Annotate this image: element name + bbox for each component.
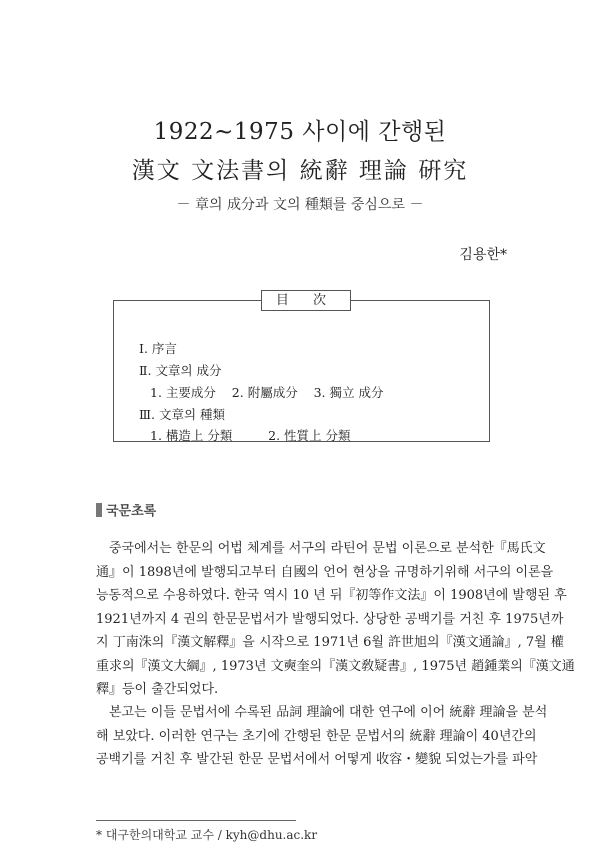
heading-bar <box>96 503 102 517</box>
abstract-heading-text: 국문초록 <box>106 504 157 519</box>
subtitle: － 章의 成分과 文의 種類를 중심으로 － <box>176 197 424 213</box>
toc-item: Ⅲ. 文章의 種類 <box>139 407 226 422</box>
text-line: 해 보았다. 이러한 연구는 초기에 간행된 한문 문법서의 統辭 理論이 40년간의 <box>96 728 537 744</box>
toc-item: Ⅱ. 文章의 成分 <box>139 363 222 378</box>
abstract-paragraph-2 <box>96 701 548 772</box>
text-line: 중국에서는 한문의 어법 체계를 서구의 라틴어 문법 이론으로 분석한『馬氏文 <box>109 541 546 556</box>
text-line: 1921년까지 4 권의 한문문법서가 발행되었다. 상당한 공백기를 거친 후 1975년까 <box>96 611 564 627</box>
text-line: 지 丁南洙의『漢文解釋』을 시작으로 1971년 6월 許世旭의『漢文通論』, 7월 權 <box>96 635 564 650</box>
author: 김용한* <box>459 247 507 263</box>
abstract-paragraph-1 <box>96 537 575 702</box>
text-line: 능동적으로 수용하였다. 한국 역시 10 년 뒤『初等作文法』이 1908년에 발행된 후 <box>96 588 567 603</box>
footnote: * 대구한의대학교 교수 / kyh@dhu.ac.kr <box>96 828 318 842</box>
toc-item: Ⅰ. 序言 <box>139 341 177 356</box>
text-line: 釋』등이 출간되었다. <box>96 682 219 697</box>
text-line: 공백기를 거친 후 발간된 한문 문법서에서 어떻게 收容・變貌 되었는가를 파악 <box>96 752 538 767</box>
abstract-heading <box>96 500 156 519</box>
text-line: 通』이 1898년에 발행되고부터 自國의 언어 현상을 규명하기위해 서구의 이론을 <box>96 564 554 580</box>
text-line: 본고는 이들 문법서에 수록된 品詞 理論에 대한 연구에 이어 統辭 理論을 분석 <box>109 705 548 720</box>
footnote-rule <box>96 820 296 821</box>
toc-subitem: 1. 構造上 分類 2. 性質上 分類 <box>150 428 351 443</box>
title-line-1: 1922∼1975 사이에 간행된 <box>153 119 447 145</box>
title-line-2: 漢文 文法書의 統辭 理論 硏究 <box>131 158 469 184</box>
toc-subitem: 1. 主要成分 2. 附屬成分 3. 獨立 成分 <box>150 385 384 400</box>
toc-heading: 目 次 <box>261 290 351 311</box>
text-line: 重求의『漢文大綱』, 1973년 文奭奎의『漢文敎疑書』, 1975년 趙鍾業의『漢文通 <box>96 658 575 674</box>
